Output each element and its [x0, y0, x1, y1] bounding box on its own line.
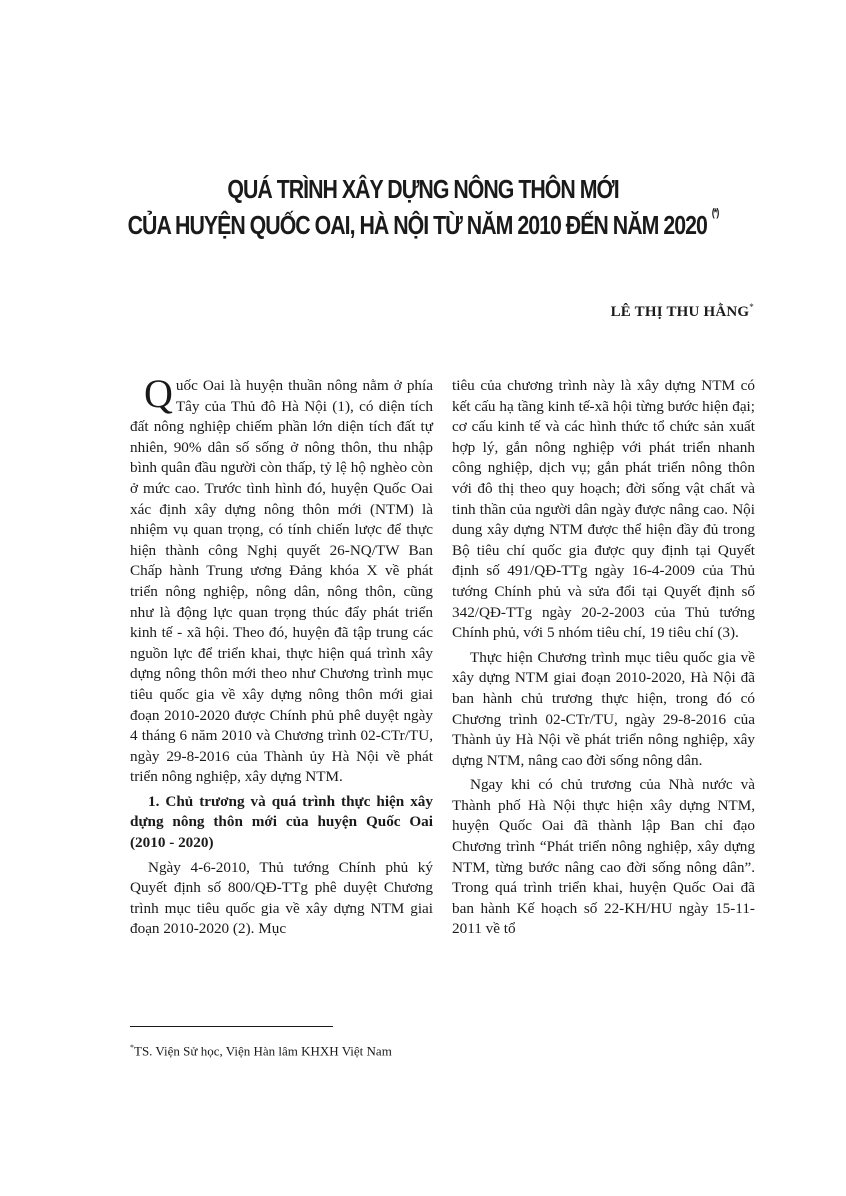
paragraph-3: Thực hiện Chương trình mục tiêu quốc gia về xây dựng NTM giai đoạn 2010-2020, Hà Nội đã ban hành chủ trương thực hiện, trong đó có Chương trình 02-CTr/TU, ngày 29-8-2016 của Thành ủy Hà Nội về phát triển nông nghiệp, xây dựng NTM, nâng cao đời sống nông dân.: [452, 648, 755, 769]
footnote-divider: [130, 1026, 333, 1027]
title-line-1-text: QUÁ TRÌNH XÂY DỰNG NÔNG THÔN MỚI: [227, 174, 619, 204]
left-column: [130, 371, 433, 944]
footnote-marker: *: [130, 1043, 134, 1052]
paragraph-2-start: Ngày 4-6-2010, Thủ tướng Chính phủ ký Quyết định số 800/QĐ-TTg phê duyệt Chương trình mục tiêu quốc gia về xây dựng NTM giai đoạn 2010-2020 (2). Mục: [130, 858, 433, 938]
title-note-marker: (*): [711, 207, 719, 219]
paragraph-2-continued: tiêu của chương trình này là xây dựng NTM có kết cấu hạ tầng kinh tế-xã hội từng bước hiện đại; cơ cấu kinh tế và các hình thức tổ chức sản xuất hợp lý, gắn nông nghiệp với phát triển nhanh công nghiệp, dịch vụ; gắn phát triển nông thôn với đô thị theo quy hoạch; đời sống vật chất và tinh thần của người dân ngày được nâng cao. Nội dung xây dựng NTM được thể hiện đầy đủ trong Bộ tiêu chí quốc gia được quy định tại Quyết định số 491/QĐ-TTg ngày 16-4-2009 của Thủ tướng Chính phủ và sửa đổi tại Quyết định số 342/QĐ-TTg ngày 20-2-2003 của Thủ tướng Chính phủ, với 5 nhóm tiêu chí, 19 tiêu chí (3).: [452, 377, 755, 642]
footnote: [130, 1040, 392, 1059]
intro-paragraph-text: uốc Oai là huyện thuần nông nằm ở phía Tây của Thủ đô Hà Nội (1), có diện tích đất nông nghiệp chiếm phần lớn diện tích đất tự nhiên, 90% dân số sống ở nông thôn, thu nhập bình quân đầu người còn thấp, tỷ lệ hộ nghèo còn ở mức cao. Trước tình hình đó, huyện Quốc Oai xác định xây dựng nông thôn mới (NTM) là nhiệm vụ quan trọng, có tính chiến lược để thực hiện thành công Nghị quyết 26-NQ/TW Ban Chấp hành Trung ương Đảng khóa X về phát triển nông nghiệp, nông dân, nông thôn, cũng như là động lực quan trọng thúc đẩy phát triển kinh tế - xã hội. Theo đó, huyện đã tập trung các nguồn lực để triển khai, thực hiện quá trình xây dựng nông thôn mới theo như Chương trình mục tiêu quốc gia về xây dựng nông thôn mới giai đoạn 2010-2020 được Chính phủ phê duyệt ngày 4 tháng 6 năm 2010 và Chương trình 02-CTr/TU, ngày 29-8-2016 của Thành ủy Hà Nội về phát triển nông nghiệp, xây dựng NTM.: [130, 377, 433, 786]
footnote-text: TS. Viện Sử học, Viện Hàn lâm KHXH Việt Nam: [134, 1043, 392, 1059]
drop-cap: Q: [144, 371, 173, 416]
paragraph-4: Ngay khi có chủ trương của Nhà nước và Thành phố Hà Nội thực hiện xây dựng NTM, huyện Quốc Oai đã thành lập Ban chỉ đạo Chương trình “Phát triển nông nghiệp, xây dựng NTM, từng bước nâng cao đời sống nông dân”. Trong quá trình triển khai, huyện Quốc Oai đã ban hành Kế hoạch số 22-KH/HU ngày 15-11-2011 về tổ: [452, 776, 755, 938]
author-byline: [611, 302, 754, 321]
title-line-2-text: CỦA HUYỆN QUỐC OAI, HÀ NỘI TỪ NĂM 2010 ĐẾN NĂM 2020: [127, 210, 707, 240]
article-title-line-1: [76, 174, 770, 205]
right-column: [452, 376, 755, 944]
section-1-heading: 1. Chủ trương và quá trình thực hiện xây dựng nông thôn mới của huyện Quốc Oai (2010 - 2020): [130, 792, 433, 852]
author-footnote-marker: *: [749, 302, 754, 312]
intro-paragraph: [130, 371, 433, 788]
article-title-line-2: [76, 207, 770, 241]
author-name: LÊ THỊ THU HẰNG: [610, 304, 750, 320]
